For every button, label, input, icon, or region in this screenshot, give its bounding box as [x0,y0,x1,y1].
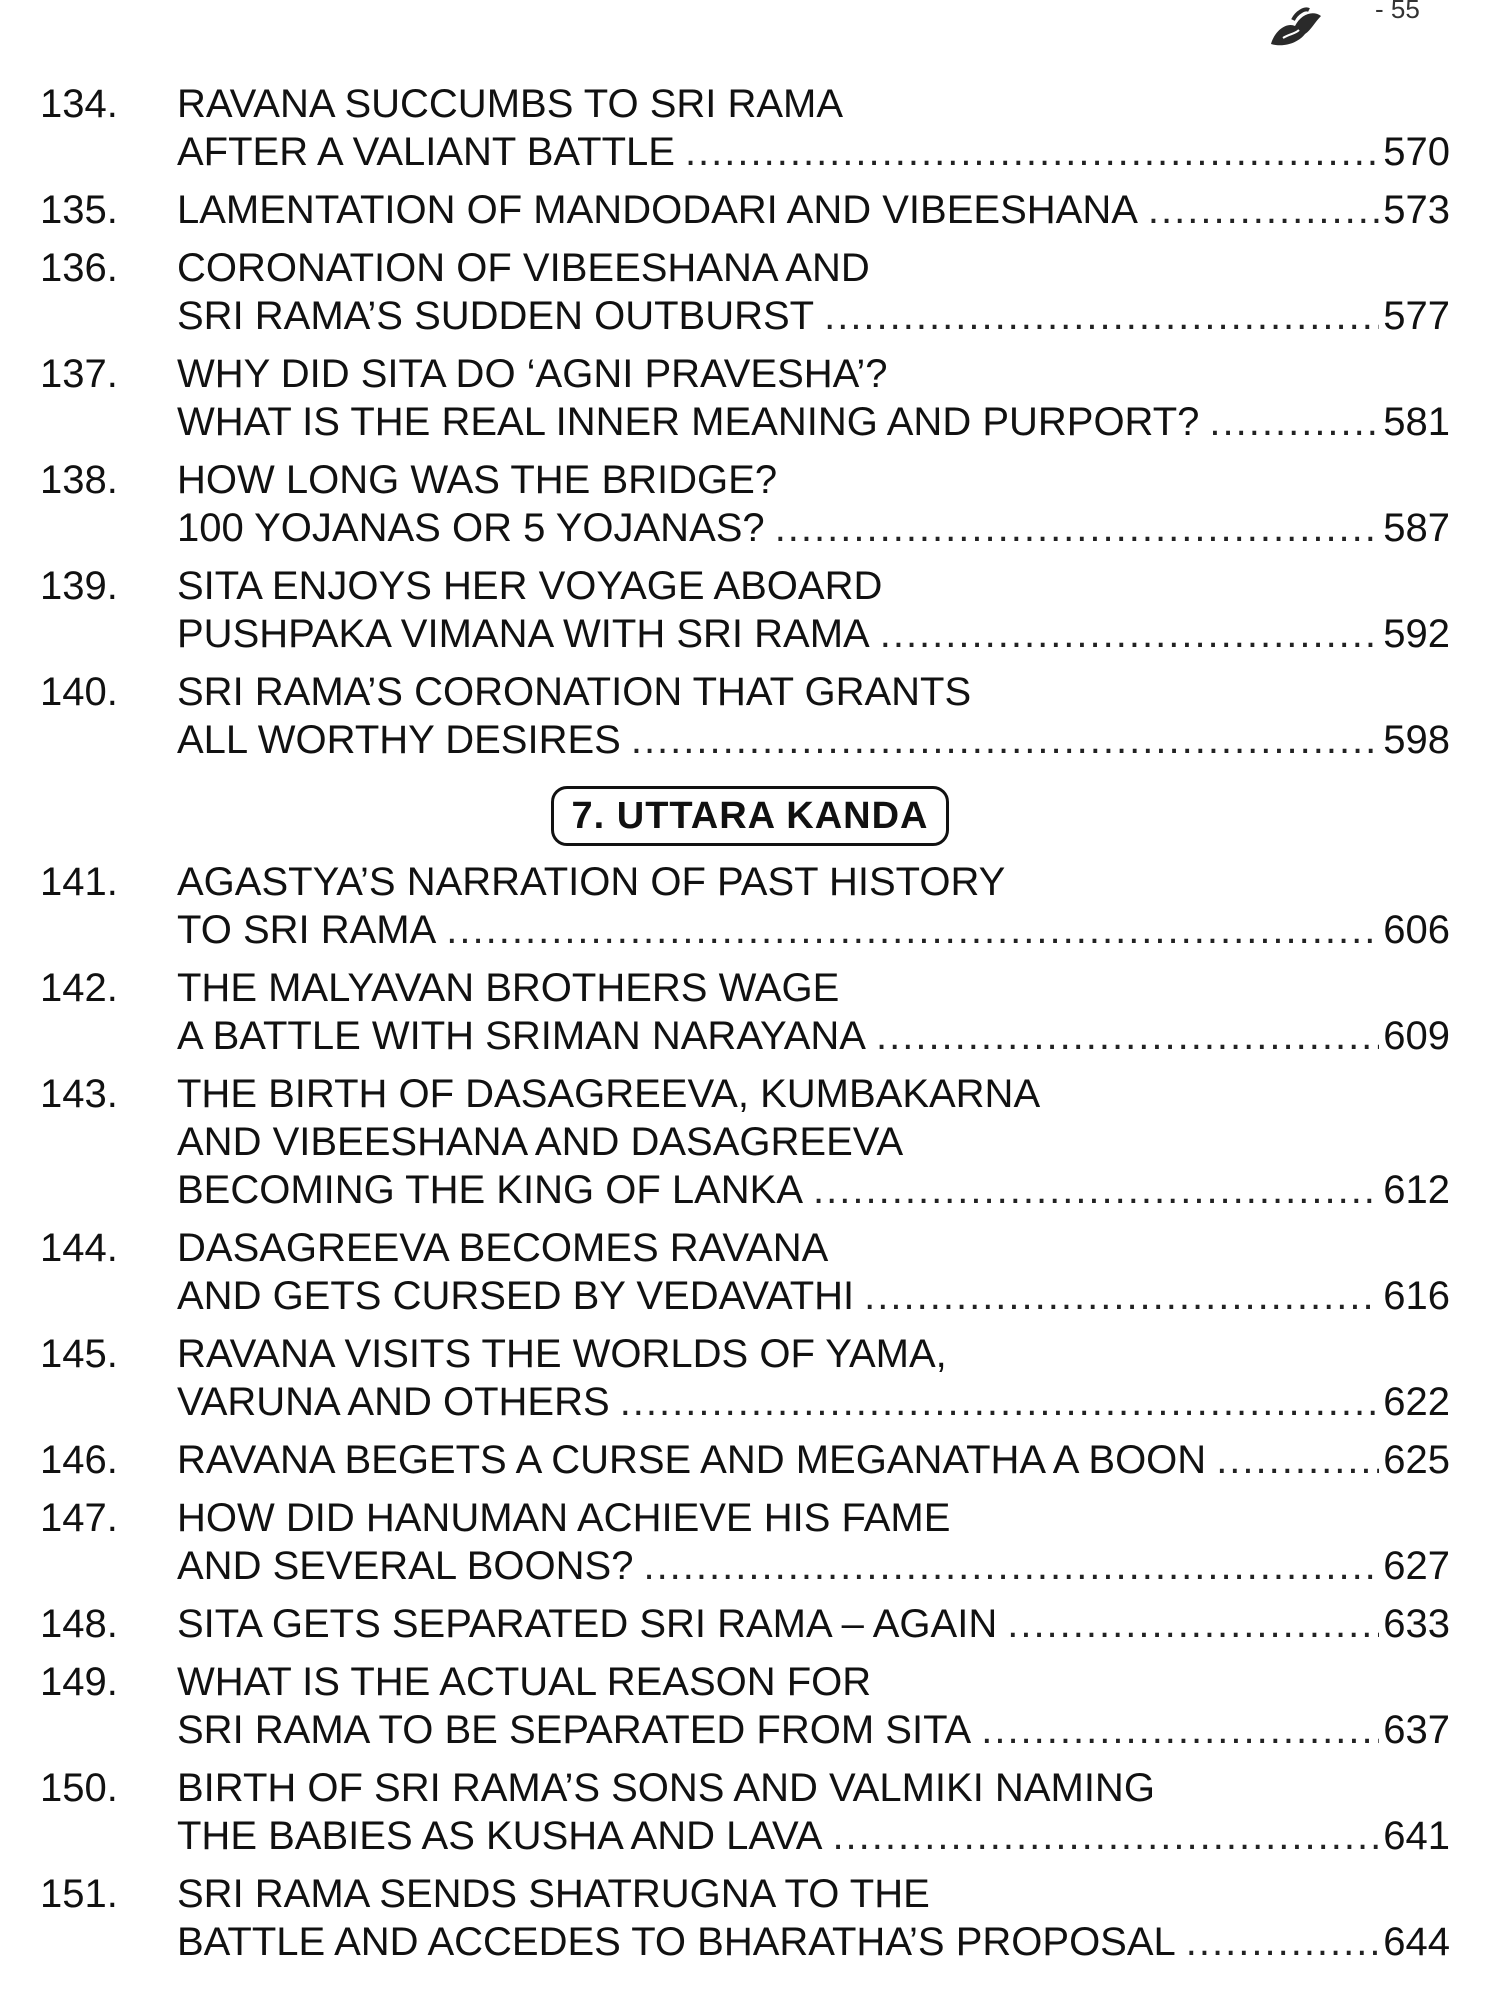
entry-title: TO SRI RAMA [177,908,437,952]
entry-title: THE BIRTH OF DASAGREEVA, KUMBAKARNA [177,1072,1041,1116]
toc-entry [40,964,1450,1060]
entry-text [177,504,1450,552]
toc-entry [40,350,1450,446]
entry-title: RAVANA VISITS THE WORLDS OF YAMA, [177,1332,947,1376]
entry-leader-line [177,1812,1450,1860]
entry-title: VARUNA AND OTHERS [177,1380,610,1424]
toc-entry [40,858,1450,954]
entry-number: 151. [40,1872,118,1916]
entry-leader-line [177,1166,1450,1214]
entry-page-number: 641 [1383,1814,1450,1858]
entry-text [177,398,1450,446]
dot-leader [1007,1600,1379,1648]
entry-spacer [40,1648,1450,1658]
toc-entry-line [40,1070,1450,1118]
entry-spacer [40,340,1450,350]
entry-number: 144. [40,1226,118,1270]
dot-leader [1148,186,1379,234]
entry-title: WHAT IS THE ACTUAL REASON FOR [177,1660,872,1704]
entry-page-number: 606 [1383,908,1450,952]
entry-leader-line [177,504,1450,552]
entry-title: CORONATION OF VIBEESHANA AND [177,246,870,290]
entry-number: 149. [40,1660,118,1704]
entry-page-number: 598 [1383,718,1450,762]
entry-number: 136. [40,246,118,290]
toc-entry-line [40,1764,1450,1812]
entry-title: ALL WORTHY DESIRES [177,718,621,762]
entry-title: WHAT IS THE REAL INNER MEANING AND PURPORT? [177,400,1200,444]
entry-page-number: 627 [1383,1544,1450,1588]
toc-entry-line [40,716,1450,764]
entry-title: A BATTLE WITH SRIMAN NARAYANA [177,1014,866,1058]
entry-title: BATTLE AND ACCEDES TO BHARATHA’S PROPOSAL [177,1920,1176,1964]
entry-number: 146. [40,1438,118,1482]
dot-leader [813,1166,1379,1214]
entry-page-number: 633 [1383,1602,1450,1646]
entry-spacer [40,1860,1450,1870]
entry-title: SITA GETS SEPARATED SRI RAMA – AGAIN [177,1602,998,1646]
entry-page-number: 622 [1383,1380,1450,1424]
toc-entry-line [40,562,1450,610]
toc-entry-line [40,128,1450,176]
toc-entry-line [40,1812,1450,1860]
entry-text [177,1224,1450,1272]
dot-leader [1216,1436,1379,1484]
toc-entry-line [40,456,1450,504]
toc-entry-line [40,350,1450,398]
entry-title: THE MALYAVAN BROTHERS WAGE [177,966,840,1010]
toc-entry [40,668,1450,764]
entry-spacer [40,954,1450,964]
toc-entry-line [40,398,1450,446]
entry-text [177,456,1450,504]
entry-number: 141. [40,860,118,904]
publisher-emblem-icon [1265,0,1325,52]
entry-leader-line [177,1706,1450,1754]
entry-leader-line [177,610,1450,658]
entry-spacer [40,1320,1450,1330]
entry-spacer [40,1060,1450,1070]
entry-page-number: 577 [1383,294,1450,338]
entry-title: DASAGREEVA BECOMES RAVANA [177,1226,829,1270]
toc-entry-line [40,668,1450,716]
entry-text [177,858,1450,906]
entry-text [177,1542,1450,1590]
toc-entry-line [40,1272,1450,1320]
toc-entry [40,80,1450,176]
entry-number: 134. [40,82,118,126]
entry-text [177,350,1450,398]
dot-leader [864,1272,1379,1320]
entry-title: HOW DID HANUMAN ACHIEVE HIS FAME [177,1496,951,1540]
entry-text [177,964,1450,1012]
entry-leader-line [177,716,1450,764]
entry-title: AGASTYA’S NARRATION OF PAST HISTORY [177,860,1006,904]
dot-leader [832,1812,1379,1860]
entry-text [177,186,1450,234]
toc-entry-line [40,1012,1450,1060]
dot-leader [981,1706,1379,1754]
table-of-contents [40,80,1450,1976]
entry-text [177,1436,1450,1484]
toc-entry-line [40,1330,1450,1378]
toc-entry [40,456,1450,552]
dot-leader [631,716,1379,764]
entry-spacer [40,658,1450,668]
entry-text [177,906,1450,954]
entry-page-number: 616 [1383,1274,1450,1318]
entry-leader-line [177,1272,1450,1320]
entry-text [177,716,1450,764]
entry-title: AFTER A VALIANT BATTLE [177,130,675,174]
toc-entry-line [40,906,1450,954]
entry-title: AND SEVERAL BOONS? [177,1544,634,1588]
entry-number: 137. [40,352,118,396]
entry-page-number: 625 [1383,1438,1450,1482]
entry-title: RAVANA SUCCUMBS TO SRI RAMA [177,82,844,126]
toc-entry-line [40,1658,1450,1706]
entry-text [177,128,1450,176]
toc-entry-line [40,1378,1450,1426]
entry-number: 140. [40,670,118,714]
entry-title: SRI RAMA’S CORONATION THAT GRANTS [177,670,972,714]
toc-entry [40,562,1450,658]
entry-page-number: 592 [1383,612,1450,656]
entry-text [177,1918,1450,1966]
entry-page-number: 581 [1383,400,1450,444]
entry-leader-line [177,1918,1450,1966]
entry-text [177,1012,1450,1060]
entry-page-number: 573 [1383,188,1450,232]
entry-number: 138. [40,458,118,502]
entry-page-number: 612 [1383,1168,1450,1212]
toc-entry [40,1494,1450,1590]
entry-page-number: 570 [1383,130,1450,174]
dot-leader [880,610,1380,658]
entry-number: 147. [40,1496,118,1540]
entry-number: 135. [40,188,118,232]
toc-entry-line [40,1918,1450,1966]
entry-text [177,1166,1450,1214]
entry-spacer [40,1966,1450,1976]
toc-entry-line [40,186,1450,234]
dot-leader [1209,398,1379,446]
entry-title: SRI RAMA TO BE SEPARATED FROM SITA [177,1708,972,1752]
entry-text [177,244,1450,292]
entry-spacer [40,176,1450,186]
entry-leader-line [177,1012,1450,1060]
entry-spacer [40,764,1450,774]
entry-title: AND GETS CURSED BY VEDAVATHI [177,1274,855,1318]
toc-entry-line [40,1706,1450,1754]
entry-text [177,1070,1450,1118]
entry-text [177,668,1450,716]
entry-leader-line [177,186,1450,234]
entry-title: BECOMING THE KING OF LANKA [177,1168,804,1212]
toc-entry-line [40,80,1450,128]
toc-entry [40,1436,1450,1484]
entry-spacer [40,1590,1450,1600]
entry-leader-line [177,128,1450,176]
entry-page-number: 644 [1383,1920,1450,1964]
entry-leader-line [177,906,1450,954]
entry-text [177,1330,1450,1378]
entry-number: 143. [40,1072,118,1116]
toc-entry-line [40,244,1450,292]
toc-entry-line [40,504,1450,552]
entry-title: AND VIBEESHANA AND DASAGREEVA [177,1120,904,1164]
page-number: - 55 [1375,0,1420,24]
toc-entry [40,1330,1450,1426]
entry-spacer [40,234,1450,244]
toc-entry-line [40,1166,1450,1214]
toc-entry-line [40,1494,1450,1542]
entry-leader-line [177,1542,1450,1590]
toc-entry-line [40,964,1450,1012]
entry-number: 145. [40,1332,118,1376]
entry-text [177,292,1450,340]
entry-title: BIRTH OF SRI RAMA’S SONS AND VALMIKI NAMING [177,1766,1155,1810]
entry-number: 139. [40,564,118,608]
toc-entry [40,1658,1450,1754]
entry-text [177,562,1450,610]
entry-text [177,1272,1450,1320]
entry-number: 148. [40,1602,118,1646]
entry-text [177,610,1450,658]
toc-entry-line [40,1542,1450,1590]
entry-page-number: 587 [1383,506,1450,550]
entry-page-number: 637 [1383,1708,1450,1752]
toc-entry [40,1070,1450,1214]
entry-spacer [40,1754,1450,1764]
entry-title: PUSHPAKA VIMANA WITH SRI RAMA [177,612,870,656]
toc-entry-line [40,858,1450,906]
entry-title: SRI RAMA’S SUDDEN OUTBURST [177,294,815,338]
toc-entry [40,1870,1450,1966]
toc-entry-line [40,610,1450,658]
entry-leader-line [177,398,1450,446]
entry-leader-line [177,1378,1450,1426]
dot-leader [775,504,1380,552]
toc-entry-line [40,1870,1450,1918]
entry-text [177,80,1450,128]
entry-title: WHY DID SITA DO ‘AGNI PRAVESHA’? [177,352,888,396]
dot-leader [876,1012,1379,1060]
entry-title: 100 YOJANAS OR 5 YOJANAS? [177,506,765,550]
section-heading-row [40,774,1450,858]
entry-spacer [40,552,1450,562]
entry-leader-line [177,1600,1450,1648]
entry-text [177,1494,1450,1542]
entry-number: 150. [40,1766,118,1810]
entry-spacer [40,1484,1450,1494]
dot-leader [643,1542,1379,1590]
toc-entry [40,1600,1450,1648]
entry-leader-line [177,1436,1450,1484]
entry-title: HOW LONG WAS THE BRIDGE? [177,458,778,502]
entry-title: THE BABIES AS KUSHA AND LAVA [177,1814,823,1858]
dot-leader [685,128,1379,176]
section-heading: 7. UTTARA KANDA [551,786,950,846]
toc-entry [40,244,1450,340]
entry-spacer [40,1214,1450,1224]
entry-text [177,1378,1450,1426]
dot-leader [1186,1918,1379,1966]
entry-title: RAVANA BEGETS A CURSE AND MEGANATHA A BOON [177,1438,1207,1482]
entry-text [177,1706,1450,1754]
entry-leader-line [177,292,1450,340]
toc-entry-line [40,1600,1450,1648]
dot-leader [446,906,1379,954]
toc-entry [40,1224,1450,1320]
entry-title: SITA ENJOYS HER VOYAGE ABOARD [177,564,883,608]
toc-entry-line [40,1436,1450,1484]
toc-entry [40,1764,1450,1860]
dot-leader [824,292,1379,340]
toc-entry-line [40,1118,1450,1166]
entry-number: 142. [40,966,118,1010]
toc-entry [40,186,1450,234]
entry-text [177,1812,1450,1860]
entry-text [177,1870,1450,1918]
entry-spacer [40,1426,1450,1436]
entry-title: LAMENTATION OF MANDODARI AND VIBEESHANA [177,188,1138,232]
entry-text [177,1658,1450,1706]
entry-page-number: 609 [1383,1014,1450,1058]
entry-text [177,1118,1450,1166]
entry-spacer [40,446,1450,456]
entry-text [177,1600,1450,1648]
dot-leader [620,1378,1380,1426]
toc-entry-line [40,1224,1450,1272]
toc-entry-line [40,292,1450,340]
entry-title: SRI RAMA SENDS SHATRUGNA TO THE [177,1872,930,1916]
entry-text [177,1764,1450,1812]
